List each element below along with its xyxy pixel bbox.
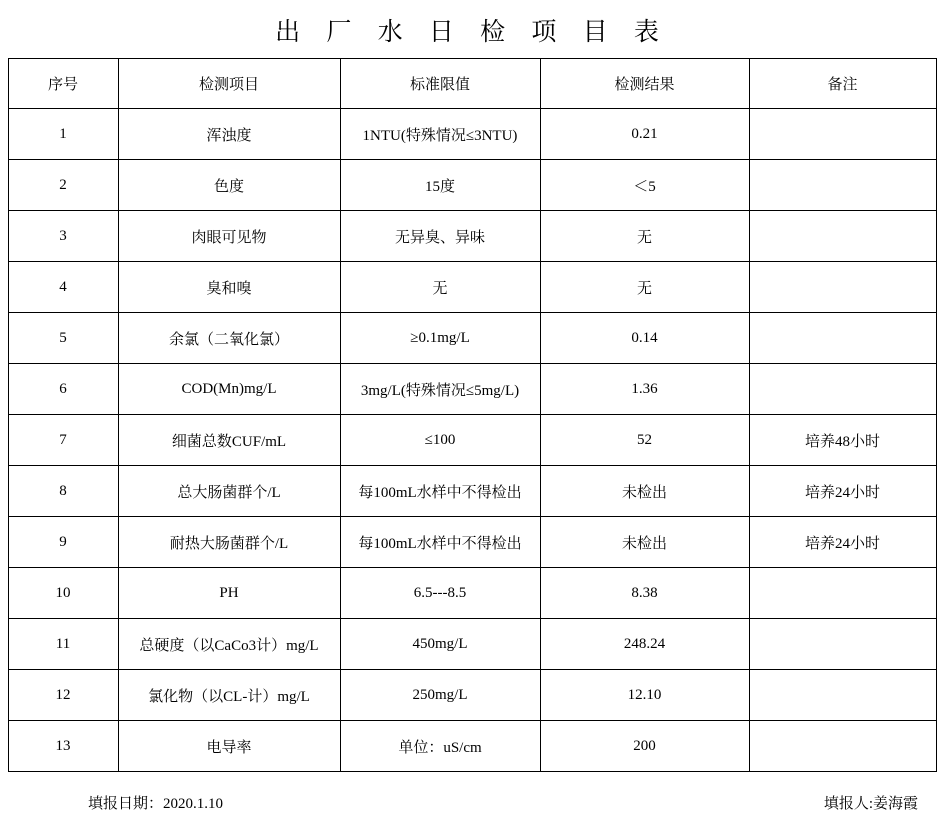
- cell-result: 8.38: [540, 568, 749, 619]
- cell-limit: 无: [340, 262, 540, 313]
- cell-item: 总硬度（以CaCo3计）mg/L: [118, 619, 340, 670]
- cell-limit: 15度: [340, 160, 540, 211]
- cell-remark: [749, 670, 936, 721]
- table-row: [8, 211, 936, 262]
- cell-no: 6: [8, 364, 118, 415]
- cell-result: 无: [540, 211, 749, 262]
- cell-remark: [749, 262, 936, 313]
- table-row: [8, 721, 936, 772]
- cell-remark: [749, 211, 936, 262]
- cell-no: 3: [8, 211, 118, 262]
- table-row: [8, 364, 936, 415]
- cell-remark: [749, 364, 936, 415]
- cell-item: 臭和嗅: [118, 262, 340, 313]
- cell-no: 5: [8, 313, 118, 364]
- cell-remark: [749, 109, 936, 160]
- cell-item: 肉眼可见物: [118, 211, 340, 262]
- table-row: [8, 262, 936, 313]
- cell-item: 电导率: [118, 721, 340, 772]
- cell-limit: 6.5---8.5: [340, 568, 540, 619]
- cell-limit: 1NTU(特殊情况≤3NTU): [340, 109, 540, 160]
- cell-result: 200: [540, 721, 749, 772]
- table-row: [8, 568, 936, 619]
- cell-item: PH: [118, 568, 340, 619]
- cell-item: 耐热大肠菌群个/L: [118, 517, 340, 568]
- cell-item: COD(Mn)mg/L: [118, 364, 340, 415]
- cell-no: 1: [8, 109, 118, 160]
- column-header-item: 检测项目: [118, 59, 340, 109]
- table-row: [8, 670, 936, 721]
- cell-result: 248.24: [540, 619, 749, 670]
- cell-remark: [749, 721, 936, 772]
- cell-remark: 培养24小时: [749, 466, 936, 517]
- cell-result: 0.14: [540, 313, 749, 364]
- cell-no: 12: [8, 670, 118, 721]
- cell-limit: 250mg/L: [340, 670, 540, 721]
- cell-limit: 单位：uS/cm: [340, 721, 540, 772]
- table-body: [8, 109, 936, 772]
- column-header-remark: 备注: [749, 59, 936, 109]
- cell-item: 氯化物（以CL-计）mg/L: [118, 670, 340, 721]
- table-header: [8, 59, 936, 109]
- cell-remark: [749, 160, 936, 211]
- cell-no: 10: [8, 568, 118, 619]
- cell-item: 总大肠菌群个/L: [118, 466, 340, 517]
- cell-remark: 培养48小时: [749, 415, 936, 466]
- cell-item: 余氯（二氧化氯）: [118, 313, 340, 364]
- cell-result: 0.21: [540, 109, 749, 160]
- cell-remark: [749, 619, 936, 670]
- cell-no: 8: [8, 466, 118, 517]
- cell-remark: 培养24小时: [749, 517, 936, 568]
- cell-result: 未检出: [540, 517, 749, 568]
- footer: [8, 772, 936, 832]
- cell-result: 12.10: [540, 670, 749, 721]
- cell-no: 9: [8, 517, 118, 568]
- table-row: [8, 466, 936, 517]
- column-header-no: 序号: [8, 59, 118, 109]
- cell-result: 1.36: [540, 364, 749, 415]
- cell-no: 11: [8, 619, 118, 670]
- cell-remark: [749, 568, 936, 619]
- cell-limit: ≥0.1mg/L: [340, 313, 540, 364]
- table-row: [8, 619, 936, 670]
- water-quality-table: [8, 58, 937, 772]
- cell-remark: [749, 313, 936, 364]
- cell-result: 无: [540, 262, 749, 313]
- table-row: [8, 109, 936, 160]
- cell-item: 浑浊度: [118, 109, 340, 160]
- table-row: [8, 415, 936, 466]
- table-header-row: [8, 59, 936, 109]
- cell-no: 4: [8, 262, 118, 313]
- cell-limit: 每100mL水样中不得检出: [340, 466, 540, 517]
- cell-item: 色度: [118, 160, 340, 211]
- cell-limit: 无异臭、异味: [340, 211, 540, 262]
- table-row: [8, 313, 936, 364]
- cell-item: 细菌总数CUF/mL: [118, 415, 340, 466]
- table-row: [8, 160, 936, 211]
- reporter-name: 填报人:姜海霞: [823, 796, 918, 812]
- cell-no: 2: [8, 160, 118, 211]
- table-row: [8, 517, 936, 568]
- cell-limit: 每100mL水样中不得检出: [340, 517, 540, 568]
- cell-result: 未检出: [540, 466, 749, 517]
- column-header-limit: 标准限值: [340, 59, 540, 109]
- page-title: 出 厂 水 日 检 项 目 表: [275, 19, 669, 46]
- cell-result: 52: [540, 415, 749, 466]
- cell-limit: 3mg/L(特殊情况≤5mg/L): [340, 364, 540, 415]
- cell-result: ＜5: [540, 160, 749, 211]
- cell-no: 7: [8, 415, 118, 466]
- cell-limit: 450mg/L: [340, 619, 540, 670]
- cell-no: 13: [8, 721, 118, 772]
- column-header-result: 检测结果: [540, 59, 749, 109]
- cell-limit: ≤100: [340, 415, 540, 466]
- report-date: 填报日期：2020.1.10: [88, 796, 224, 812]
